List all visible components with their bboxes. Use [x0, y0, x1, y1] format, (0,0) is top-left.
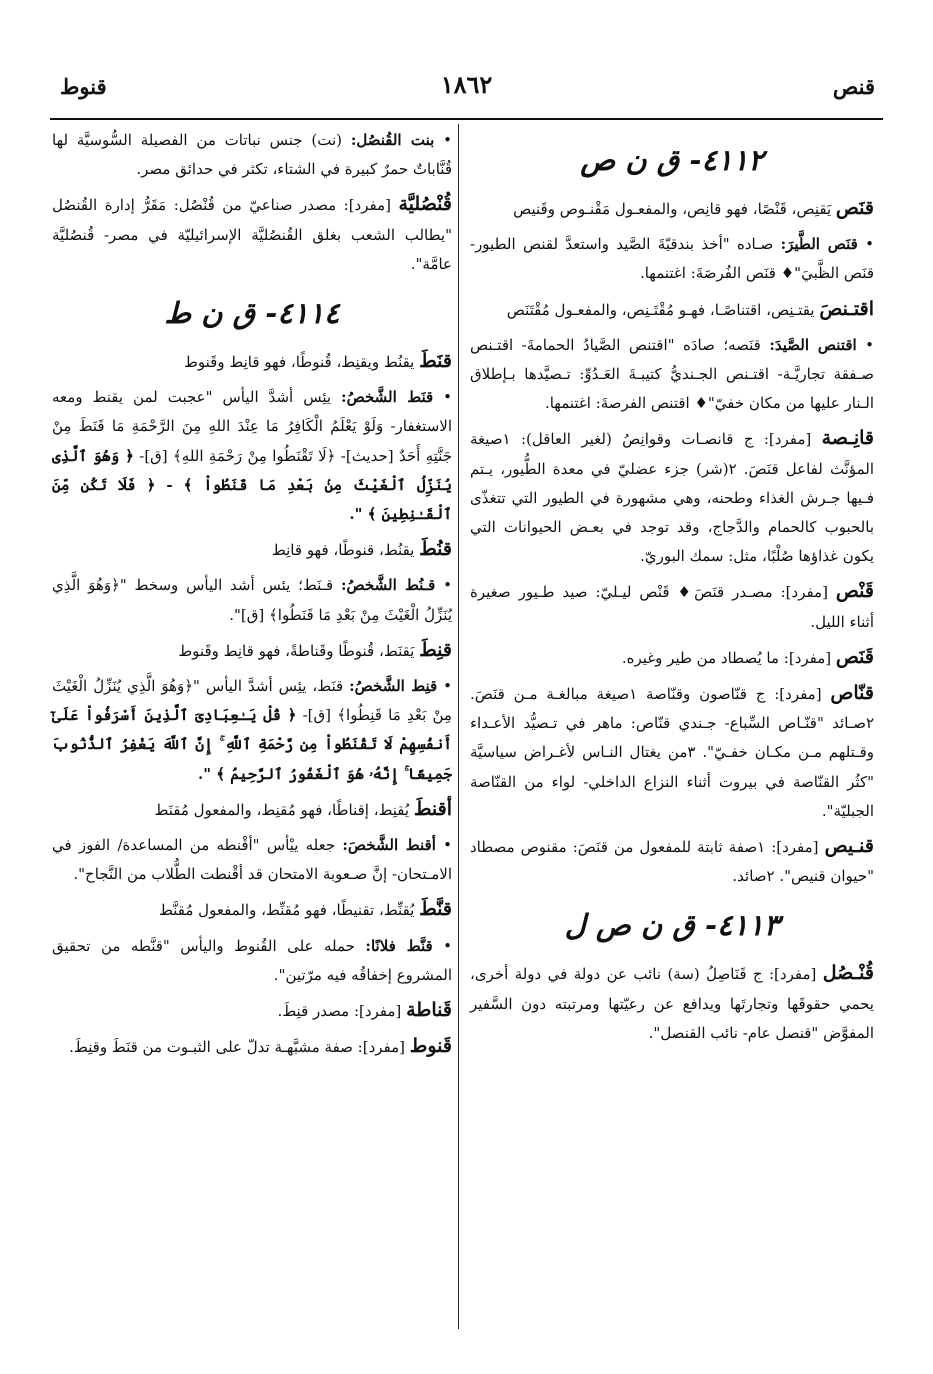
- dictionary-entry: [470, 679, 874, 826]
- header-rule: [50, 118, 883, 120]
- sense: [52, 831, 452, 889]
- sense: [470, 331, 874, 419]
- sense-head: بنت القُنصُل:: [350, 131, 435, 149]
- entry-text: [مفرد]: ج قانصـات وقوانِصُ (لغير العاقل): ١صيغة المؤنَّث لفاعل قنَصَ. ٢(شر) جزء عضليّ في معدة الطُّيور، يـتم فـيها جـرش الغذاء وطحنه، وهي مشهورة في الطيور التي تتغذّى بالحبوب كالحمام والدَّجاج، وقد توجد في بعـض الحيوانات التي يكون غذاؤها صُلْبًا، مثل: سمك البوريّ.: [470, 430, 875, 566]
- dictionary-entry: [470, 832, 874, 891]
- sense: [52, 932, 452, 990]
- dictionary-entry: [52, 795, 452, 825]
- headword: قَناطة: [406, 999, 452, 1022]
- sense: [52, 571, 452, 629]
- entry-text: يقنُط ويقنِط، قُنوطًا، فهو قانِط وقَنوط: [184, 353, 415, 372]
- headword: قنَص: [835, 197, 874, 219]
- headword: قنَطَ: [419, 350, 452, 373]
- dictionary-entry: [470, 424, 874, 571]
- left-column: [52, 126, 452, 1068]
- dictionary-entry: [52, 996, 452, 1026]
- sense-head: اقتنص الصَّيدَ:: [769, 335, 857, 354]
- entry-text: يقتـنِص، اقتناصًـا، فهـو مُقْتَـنِص، والمفعـول مُقْتَنَص: [506, 300, 815, 319]
- entry-text: يقنُط، قنوطًا، فهو قانِط: [271, 541, 415, 560]
- entry-text: [مفرد]: ج قَنَاصِلُ (سة) نائب عن دولة في دولة أخرى، يحمي حقوقَها وتجارتَها ويدافع عن رعيّتها ومرتبته دون السَّفير المفوَّض "قنصل عام- نائب القنصل".: [470, 965, 874, 1042]
- dictionary-entry: [52, 1032, 452, 1062]
- dictionary-entry: [52, 636, 452, 666]
- dictionary-entry: [470, 295, 874, 325]
- headword: قُنْصُليَّة: [398, 193, 452, 216]
- sense-text: جعله ييْأس "أقْنطه من المساعدة/ الفوز في الامـتحان- إنَّ صـعوبة الامتحان قد أقْنطت الطُّلاب من النَّجاح".: [52, 836, 452, 884]
- dictionary-entry: [470, 643, 874, 673]
- sense-head: أقنط الشَّخصَ:: [342, 836, 436, 855]
- dictionary-entry: [52, 895, 452, 925]
- headword: اقتـنصَ: [819, 297, 874, 320]
- sense-head: قنَّط فلانًا:: [365, 936, 433, 955]
- header-first-word: قنص: [832, 74, 875, 99]
- dictionary-entry: [52, 190, 452, 279]
- root-heading: ٤١١٤- ق ن ط: [164, 296, 340, 331]
- sense: [52, 383, 452, 529]
- headword: قنـيص: [824, 835, 874, 858]
- page-header: [50, 64, 883, 108]
- sense: [52, 126, 452, 184]
- dictionary-entry: [52, 347, 452, 377]
- sense-head: قنَص الطَّيرَ:: [780, 235, 858, 254]
- sense-text: صـاده "أخذ بندقيّةَ الصَّيد واستعدَّ لقنص الطيور- قنَص الظَّبيَ"♦ قنَص الفُرصَةَ: اغتنمها.: [470, 235, 874, 283]
- dictionary-entry: [470, 194, 874, 224]
- entry-text: [مفرد]: ١صفة ثابتة للمفعول من قنَصَ: مقنوص مصطاد "حيوان قنيص". ٢صائد.: [470, 838, 874, 886]
- dictionary-entry: [470, 577, 874, 636]
- headword: قَنَص: [835, 645, 874, 668]
- entry-text: يَقنَط، قُنوطًا وقَناطةً، فهو قانِط وقَنوط: [178, 641, 415, 660]
- headword: قنُطَ: [419, 538, 452, 561]
- headword: أقنطَ: [413, 797, 452, 820]
- headword: قانِـصة: [821, 427, 874, 450]
- entry-text: [مفرد]: ج قنّاصون وقنّاصة ١صيغة مبالغـة مـن قنَصَ. ٢صـائد "قنّـاص السِّباع- جـندي قنّاص: ماهر في تـصيُّد الأعـداء وقـتلهم مـن مكـان خفـيّ". ٣من يغتال النـاس لأغـراض سياسيَّة "كثُر القنّاصة في بيروت أثناء النزاع الداخلي- لواء من القنّاصة الجبليّة".: [470, 685, 874, 820]
- quran-citation: ﴿ وَهُوَ ٱلَّذِى يُنَزِّلُ ٱلْغَيْثَ مِنۢ بَعْدِ مَا قَنَطُواْ ﴾ - ﴿ فَلَا تَكُن مِّنَ ٱلْقَـٰنِطِينَ ﴾ ".: [52, 446, 452, 524]
- root-heading: ٤١١٢- ق ن ص: [580, 143, 764, 177]
- quran-citation: ﴿ قُلْ يَـٰعِبَادِىَ ٱلَّذِينَ أَسْرَفُواْ عَلَىٰٓ أَنفُسِهِمْ لَا تَقْنَطُواْ مِن رَّحْمَةِ ٱللَّهِ ۚ إِنَّ ٱللَّهَ يَغْفِرُ ٱلذُّنُوبَ جَمِيعًا ۚ إِنَّهُۥ هُوَ ٱلْغَفُورُ ٱلرَّحِيمُ ﴾ ".: [52, 706, 452, 783]
- header-last-word: قنوط: [60, 74, 107, 99]
- right-column: [470, 126, 874, 1054]
- entry-text: يُقنِّط، تقنيطًا، فهو مُقنِّط، والمفعول مُقنَّط: [159, 901, 415, 920]
- column-divider: [458, 124, 459, 1329]
- entry-text: يُقنِط، إقناطًا، فهو مُقنِط، والمفعول مُقنَط: [154, 800, 410, 819]
- sense-text: حمله على القُنوط واليأس "قنَّطه من تحقيق المشروع إخفاقُه فيه مرّتين".: [52, 936, 452, 984]
- headword: قَنوط: [409, 1035, 452, 1058]
- sense-text: قنَصه؛ صادَه "اقتنص الصَّيادُ الحمامةَ- اقتـنص صـفقة تجاريَّـة- اقتـنص الجـنديُّ كتيبـةَ العَـدُوِّ: تـصيَّدها بـإطلاق الـنار عليها من مكان خفيّ"♦ اقتنص الفرصةَ: اغتنمها.: [470, 335, 874, 413]
- sense-head: قنَط الشَّخصُ:: [341, 388, 434, 407]
- sense-text: (نت) جنس نباتات من الفصيلة السُّوسيَّة لها قُنَّاباتٌ حمرٌ كبيرة في الشتاء، تكثر في حدائق مصر.: [52, 131, 452, 179]
- sense-text: يئِس أشدَّ اليأس "عجبت لمن يقنط ومعه الاستغفار- وَلَوْ يَعْلَمُ الْكَافِرُ مَا عِنْدَ اللهِ مِنَ الرَّحْمَةِ مَا قَنَطَ مِنْ جَنَّتِهِ أَحَدٌ [حديث]- ﴿لَا تَقْنَطُوا مِنْ رَحْمَةِ اللهِ﴾ [ق]-: [52, 388, 452, 465]
- headword: قنَّطَ: [419, 898, 452, 921]
- sense: [470, 230, 874, 288]
- sense: [52, 672, 452, 789]
- headword: قنِطَ: [419, 638, 452, 661]
- entry-text: يَقنِص، قَنْصًا، فهو قانِص، والمفعـول مَقْنـوص وقَنيص: [513, 200, 832, 218]
- root-heading: ٤١١٣- ق ن ص ل: [564, 908, 780, 943]
- page-number: ١٨٦٢: [440, 70, 493, 99]
- sense-text: قـنَط؛ يئس أشد اليأس وسخط "﴿وَهُوَ الَّذِي يُنَزِّلُ الْغَيْثَ مِنْ بَعْدِ مَا قَنَطُوا﴾ [ق]".: [52, 576, 452, 624]
- entry-text: [مفرد]: مصدر صناعيّ من قُنْصُل: مَقَرُّ إدارة القُنصُل "يطالب الشعب بغلق القُنصُليَّة الإسرائيليّة في مصر- قُنصُليَّة عامَّة".: [52, 196, 452, 273]
- headword: قنّاص: [830, 682, 874, 705]
- sense-head: قـنُط الشَّخصُ:: [341, 576, 436, 595]
- entry-text: [مفرد]: ما يُصطاد من طير وغيره.: [621, 648, 832, 667]
- entry-text: [مفرد]: صفة مشبَّهـة تدلّ على الثبـوت من قنَطَ وقنِطَ.: [69, 1038, 406, 1057]
- dictionary-entry: [52, 535, 452, 565]
- headword: قُنْـصُل: [822, 962, 874, 985]
- sense-text: قنَط، يئِس أشدَّ اليأس "﴿وَهُوَ الَّذِي يُنَزِّلُ الْغَيْثَ مِنْ بَعْدِ مَا قَنِطُوا﴾ [ق]-: [52, 677, 452, 725]
- entry-text: [مفرد]: مصـدر قنَصَ♦ قَنْص ليـليّ: صيد طـيور صغيرة أثناء الليل.: [470, 583, 874, 631]
- headword: قَنْص: [835, 580, 874, 603]
- dictionary-entry: [470, 959, 874, 1048]
- sense-head: قنِط الشَّخصُ:: [349, 677, 438, 696]
- entry-text: [مفرد]: مصدر قنِطَ.: [277, 1002, 402, 1021]
